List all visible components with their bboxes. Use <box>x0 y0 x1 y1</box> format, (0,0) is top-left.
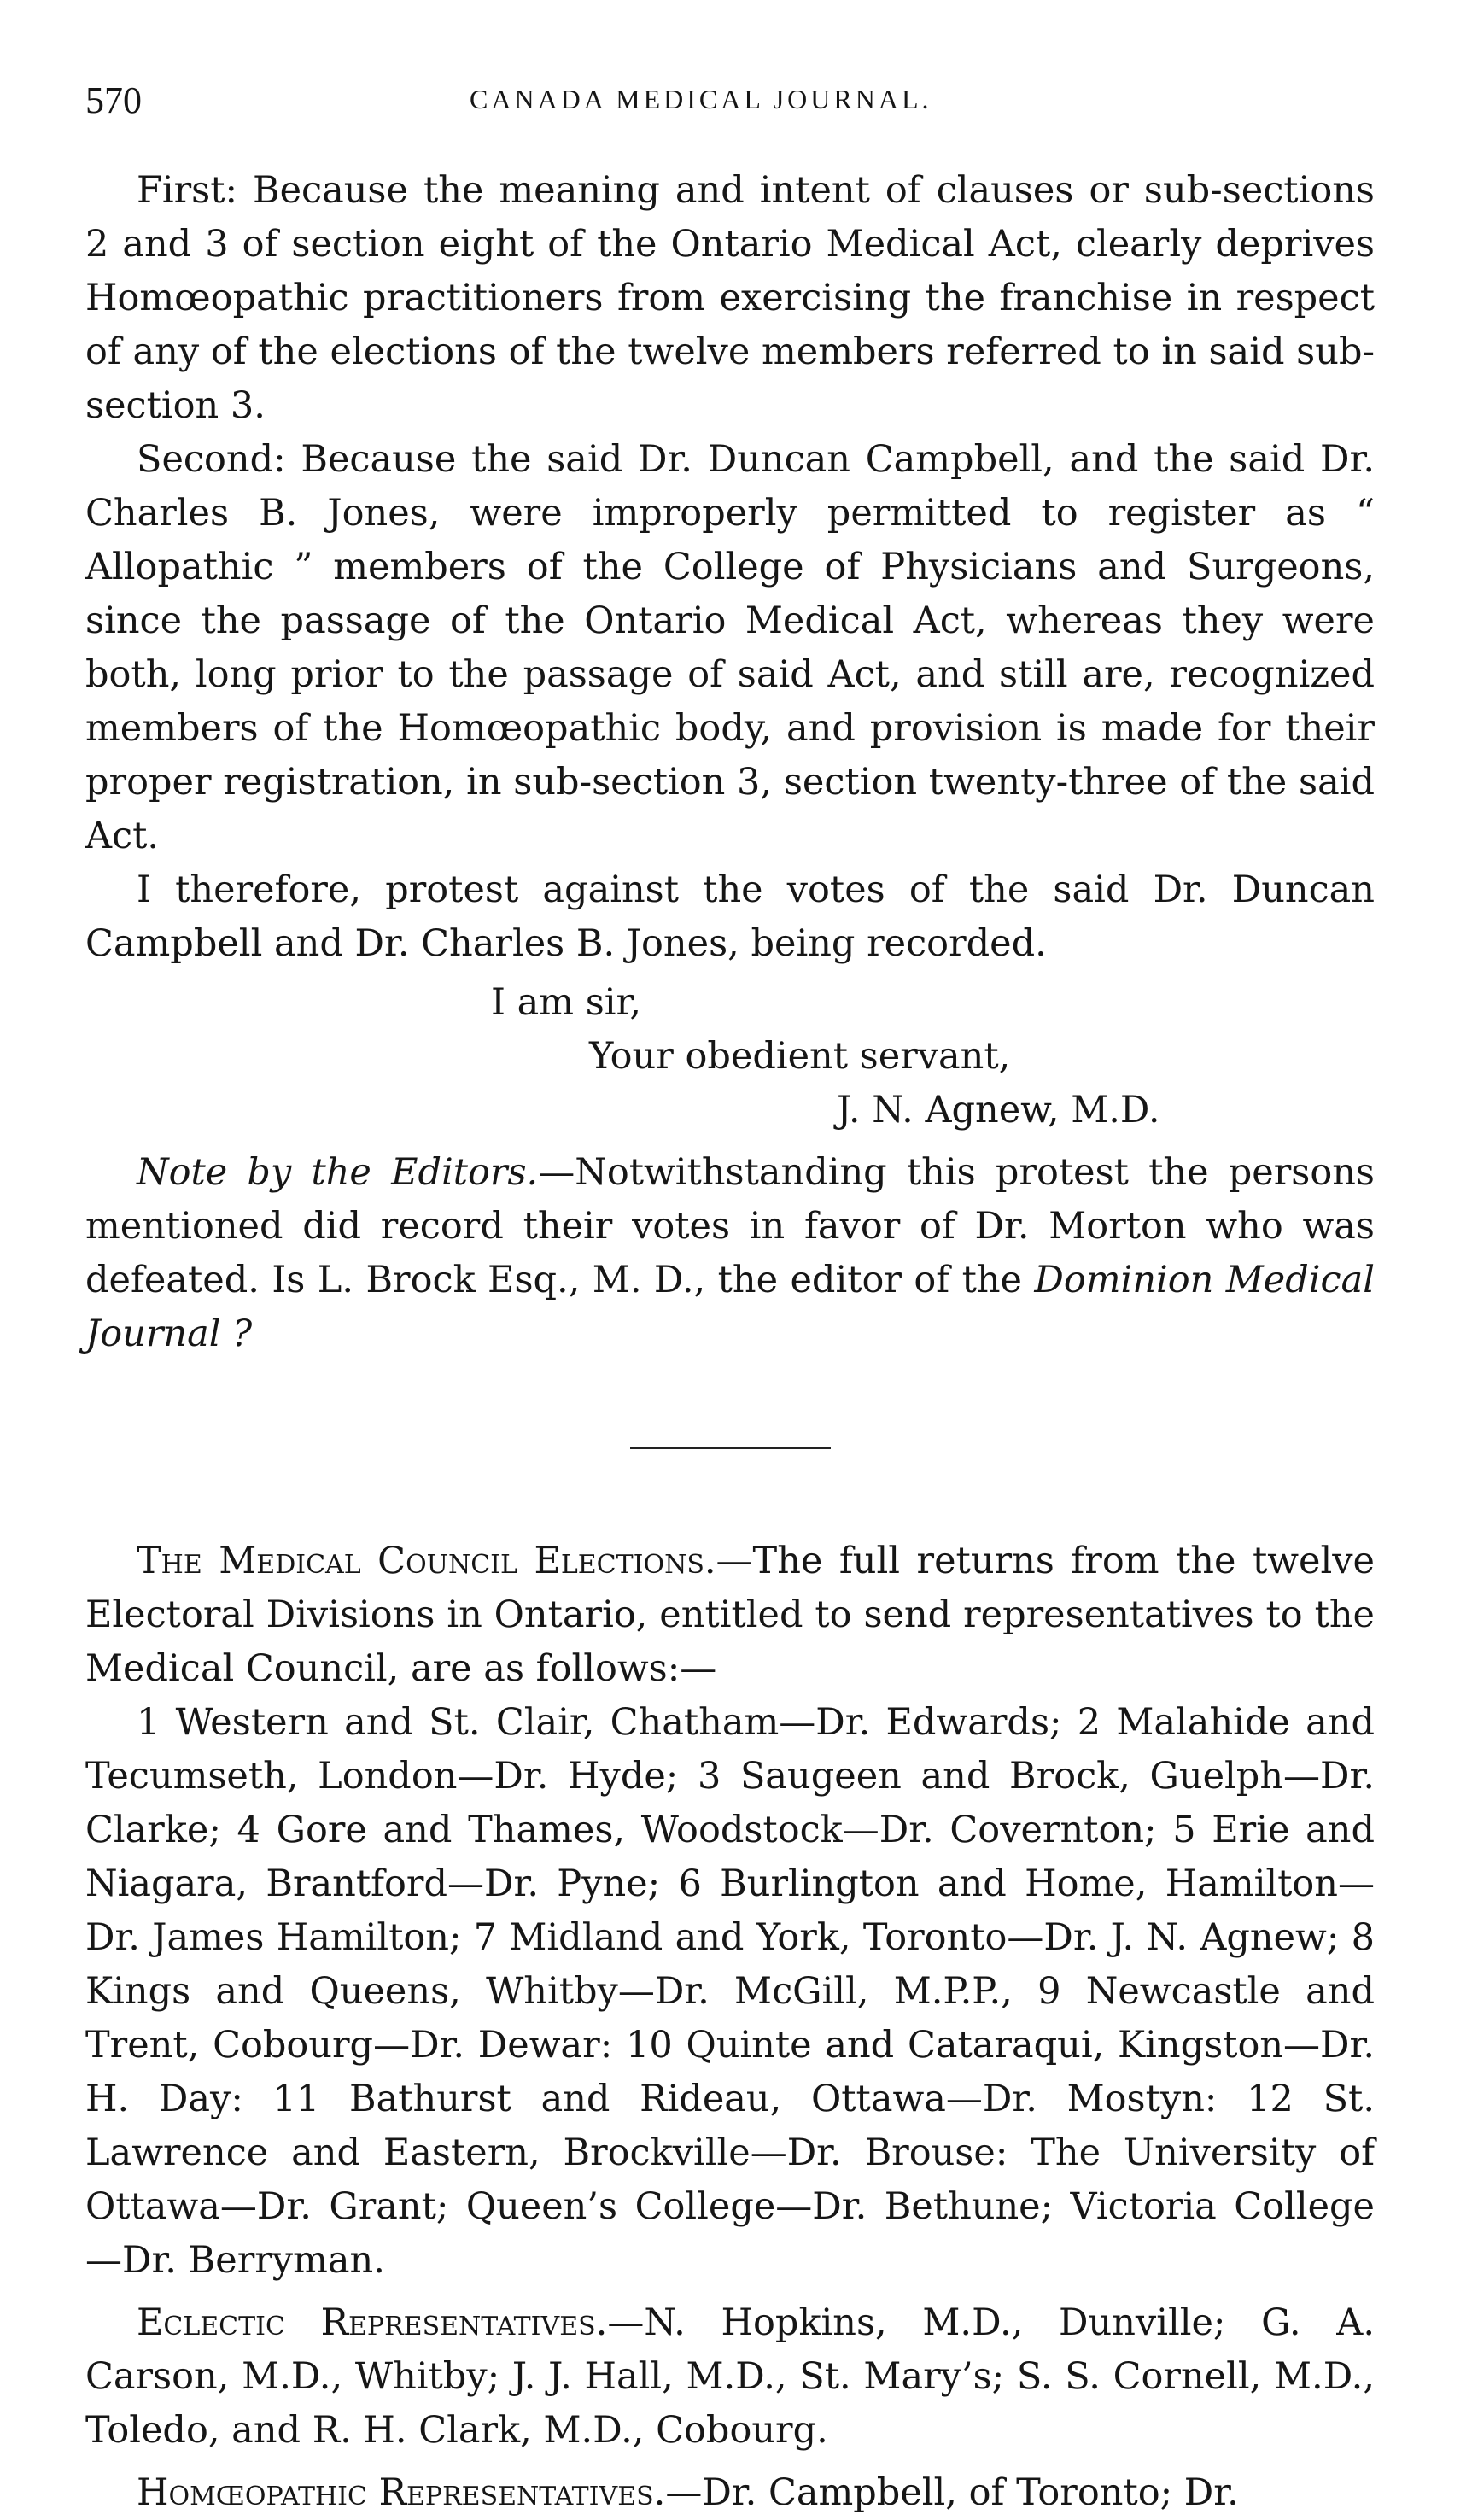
editors-note-label: Note by the Editors. <box>137 1151 539 1194</box>
closing-salutation: I am sir, <box>491 981 642 1024</box>
running-title: CANADA MEDICAL JOURNAL. <box>470 84 932 114</box>
section-divider <box>630 1447 831 1449</box>
council-intro-text: —The full returns from the twelve Electoral Divisions in Ontario, entitled to send representatives to the Medical Council, are as follows:— <box>85 1540 1375 1690</box>
editors-note-journal: Dominion Medical Journal ? <box>85 1259 1375 1355</box>
eclectic-text: —N. Hopkins, M.D., Dunville; G. A. Carson, M.D., Whitby; J. J. Hall, M.D., St. Mary’s; S. S. Cornell, M.D., Toledo, and R. H. Clark, M.D., Cobourg. <box>85 2301 1375 2452</box>
council-intro-paragraph <box>85 1535 1375 1696</box>
council-heading: The Medical Council Elections. <box>137 1540 716 1582</box>
protest-conclusion-paragraph: I therefore, protest against the votes of the said Dr. Duncan Campbell and Dr. Charles B. Jones, being recorded. <box>85 868 1375 965</box>
signature: J. N. Agnew, M.D. <box>837 1089 1160 1131</box>
council-list-paragraph: 1 Western and St. Clair, Chatham—Dr. Edwards; 2 Malahide and Tecumseth, London—Dr. Hyde; 3 Saugeen and Brock, Guelph—Dr. Clarke; 4 Gore and Thames, Woodstock—Dr. Covernton; 5 Erie and Niagara, Brantford—Dr. Pyne; 6 Burlington and Home, Hamilton—Dr. James Hamilton; 7 Midland and York, Toronto—Dr. J. N. Agnew; 8 Kings and Queens, Whitby—Dr. McGill, M.P.P., 9 Newcastle and Trent, Cobourg—Dr. Dewar: 10 Quinte and Cataraqui, Kingston—Dr. H. Day: 11 Bathurst and Rideau, Ottawa—Dr. Mostyn: 12 St. Lawrence and Eastern, Brockville—Dr. Brouse: The University of Ottawa—Dr. Grant; Queen’s College—Dr. Bethune; Victoria College—Dr. Berryman. <box>85 1701 1375 2282</box>
protest-first-paragraph: First: Because the meaning and intent of clauses or sub-sections 2 and 3 of section eight of the Ontario Medical Act, clearly deprives Homœopathic practitioners from exercising the franchise in respect of any of the elections of the twelve members referred to in said sub-section 3. <box>85 169 1375 427</box>
page-header <box>85 79 1375 138</box>
page-number: 570 <box>85 79 142 121</box>
homoeopathic-paragraph <box>85 2466 1375 2520</box>
protest-second-paragraph: Second: Because the said Dr. Duncan Campbell, and the said Dr. Charles B. Jones, were improperly permitted to register as “ Allopathic ” members of the College of Physicians and Surgeons, since the passage of the Ontario Medical Act, whereas they were both, long prior to the passage of said Act, and still are, recognized members of the Homœopathic body, and provision is made for their proper registration, in sub-section 3, section twenty-three of the said Act. <box>85 438 1375 857</box>
journal-page <box>85 79 1375 2520</box>
closing-servant: Your obedient servant, <box>589 1035 1011 1078</box>
eclectic-paragraph <box>85 2296 1375 2458</box>
eclectic-heading: Eclectic Representatives. <box>137 2301 608 2344</box>
homoeopathic-heading: Homœopathic Representatives. <box>137 2471 666 2514</box>
homoeopathic-text: —Dr. Campbell, of Toronto; Dr. <box>665 2471 1239 2514</box>
editors-note <box>85 1146 1375 1361</box>
editors-note-text: —Notwithstanding this protest the persons mentioned did record their votes in favor of Dr. Morton who was defeated. Is L. Brock Esq., M. D., the editor of the <box>85 1151 1375 1301</box>
